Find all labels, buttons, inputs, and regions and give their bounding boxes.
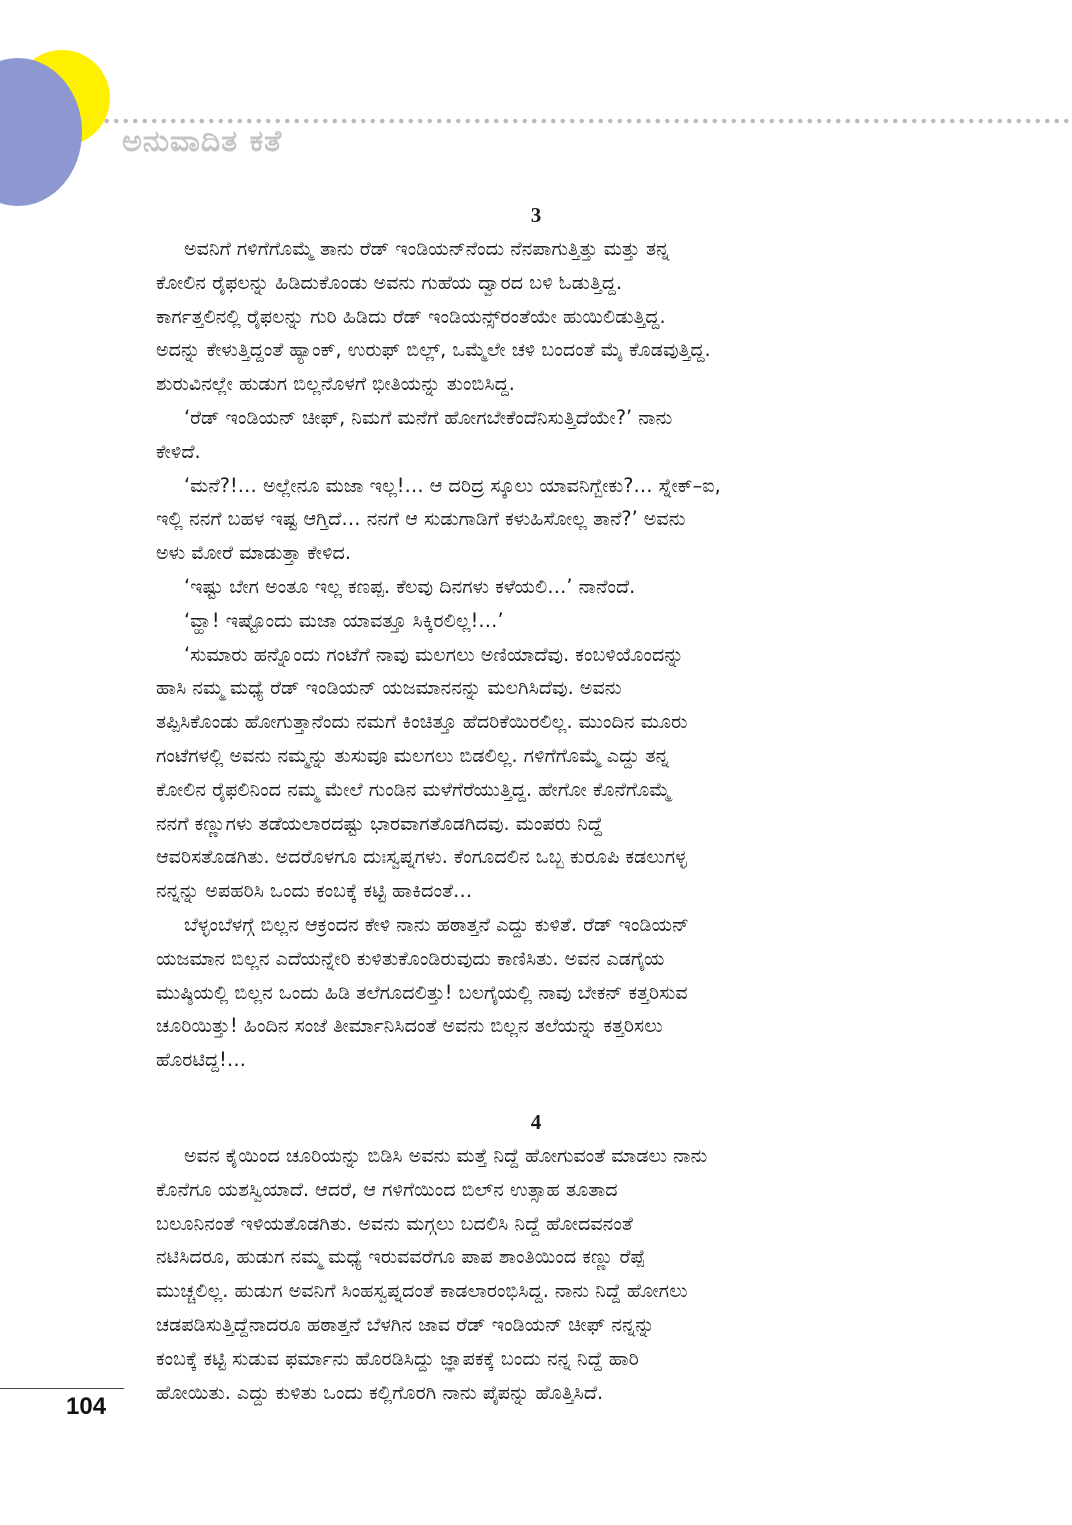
page-number: 104 <box>66 1393 107 1420</box>
paragraph: ಅವನಿಗೆ ಗಳಿಗೆಗೊಮ್ಮೆ ತಾನು ರೆಡ್ ಇಂಡಿಯನ್‌ನೆಂದು ನೆನಪಾಗುತ್ತಿತ್ತು ಮತ್ತು ತನ್ನ ಕೋಲಿನ ರೈಫಲನ್ನು ಹಿಡಿದುಕೊಂಡು ಅವನು ಗುಹೆಯ ದ್ವಾರದ ಬಳಿ ಓಡುತ್ತಿದ್ದ. ಕಾರ್ಗತ್ತಲಿನಲ್ಲಿ ರೈಫಲನ್ನು ಗುರಿ ಹಿಡಿದು ರೆಡ್ ಇಂಡಿಯನ್ಸ್‌ರಂತೆಯೇ ಹುಯಿಲಿಡುತ್ತಿದ್ದ. ಅದನ್ನು ಕೇಳುತ್ತಿದ್ದಂತೆ ಹ್ಯಾಂಕ್, ಉರುಫ್ ಬಿಲ್ಲ್, ಒಮ್ಮೆಲೇ ಚಳಿ ಬಂದಂತೆ ಮೈ ಕೊಡವುತ್ತಿದ್ದ. ಶುರುವಿನಲ್ಲೇ ಹುಡುಗ ಬಿಲ್ಲನೊಳಗೆ ಭೀತಿಯನ್ನು ತುಂಬಿಸಿದ್ದ. <box>156 237 711 396</box>
page-number-rule <box>0 1388 124 1389</box>
paragraph: ‘ವ್ಹಾ! ಇಷ್ಟೊಂದು ಮಜಾ ಯಾವತ್ತೂ ಸಿಕ್ಕಿರಲಿಲ್ಲ!…’ <box>184 608 504 632</box>
paragraph: ‘ರೆಡ್ ಇಂಡಿಯನ್ ಚೀಫ್, ನಿಮಗೆ ಮನೆಗೆ ಹೋಗಬೇಕೆಂದೆನಿಸುತ್ತಿದೆಯೇ?’ ನಾನು ಕೇಳಿದೆ. <box>156 405 673 463</box>
article-body <box>156 200 916 1409</box>
paragraph: ಅವನ ಕೈಯಿಂದ ಚೂರಿಯನ್ನು ಬಿಡಿಸಿ ಅವನು ಮತ್ತೆ ನಿದ್ದೆ ಹೋಗುವಂತೆ ಮಾಡಲು ನಾನು ಕೊನೆಗೂ ಯಶಸ್ವಿಯಾದೆ. ಆದರೆ, ಆ ಗಳಿಗೆಯಿಂದ ಬಿಲ್‌ನ ಉತ್ಸಾಹ ತೂತಾದ ಬಲೂನಿನಂತೆ ಇಳಿಯತೊಡಗಿತು. ಅವನು ಮಗ್ಗಲು ಬದಲಿಸಿ ನಿದ್ದೆ ಹೋದವನಂತೆ ನಟಿಸಿದರೂ, ಹುಡುಗ ನಮ್ಮ ಮಧ್ಯೆ ಇರುವವರೆಗೂ ಪಾಪ ಶಾಂತಿಯಿಂದ ಕಣ್ಣು ರೆಪ್ಪೆ ಮುಚ್ಚಲಿಲ್ಲ. ಹುಡುಗ ಅವನಿಗೆ ಸಿಂಹಸ್ವಪ್ನದಂತೆ ಕಾಡಲಾರಂಭಿಸಿದ್ದ. ನಾನು ನಿದ್ದೆ ಹೋಗಲು ಚಡಪಡಿಸುತ್ತಿದ್ದೆನಾದರೂ ಹಠಾತ್ತನೆ ಬೆಳಗಿನ ಜಾವ ರೆಡ್ ಇಂಡಿಯನ್ ಚೀಫ್ ನನ್ನನ್ನು ಕಂಬಕ್ಕೆ ಕಟ್ಟಿ ಸುಡುವ ಫರ್ಮಾನು ಹೊರಡಿಸಿದ್ದು ಜ್ಞಾಪಕಕ್ಕೆ ಬಂದು ನನ್ನ ನಿದ್ದೆ ಹಾರಿ ಹೋಯಿತು. ಎದ್ದು ಕುಳಿತು ಒಂದು ಕಲ್ಲಿಗೊರಗಿ ನಾನು ಪೈಪನ್ನು ಹೊತ್ತಿಸಿದೆ. <box>156 1143 708 1404</box>
section-title: ಅನುವಾದಿತ ಕತೆ <box>122 124 283 159</box>
section-number: 4 <box>530 1109 542 1134</box>
decorative-circles <box>0 0 130 220</box>
paragraph: ‘ಇಷ್ಟು ಬೇಗ ಅಂತೂ ಇಲ್ಲ ಕಣಪ್ಪ. ಕೆಲವು ದಿನಗಳು ಕಳೆಯಲಿ…’ ನಾನೆಂದೆ. <box>184 574 636 598</box>
section-number: 3 <box>530 203 542 227</box>
paragraph: ‘ಸುಮಾರು ಹನ್ನೊಂದು ಗಂಟೆಗೆ ನಾವು ಮಲಗಲು ಅಣಿಯಾದೆವು. ಕಂಬಳಿಯೊಂದನ್ನು ಹಾಸಿ ನಮ್ಮ ಮಧ್ಯೆ ರೆಡ್ ಇಂಡಿಯನ್ ಯಜಮಾನನನ್ನು ಮಲಗಿಸಿದೆವು. ಅವನು ತಪ್ಪಿಸಿಕೊಂಡು ಹೋಗುತ್ತಾನೆಂದು ನಮಗೆ ಕಿಂಚಿತ್ತೂ ಹೆದರಿಕೆಯಿರಲಿಲ್ಲ. ಮುಂದಿನ ಮೂರು ಗಂಟೆಗಳಲ್ಲಿ ಅವನು ನಮ್ಮನ್ನು ತುಸುವೂ ಮಲಗಲು ಬಿಡಲಿಲ್ಲ. ಗಳಿಗೆಗೊಮ್ಮೆ ಎದ್ದು ತನ್ನ ಕೋಲಿನ ರೈಫಲಿನಿಂದ ನಮ್ಮ ಮೇಲೆ ಗುಂಡಿನ ಮಳೆಗೆರೆಯುತ್ತಿದ್ದ. ಹೇಗೋ ಕೊನೆಗೊಮ್ಮೆ ನನಗೆ ಕಣ್ಣುಗಳು ತಡೆಯಲಾರದಷ್ಟು ಭಾರವಾಗತೊಡಗಿದವು. ಮಂಪರು ನಿದ್ದೆ ಆವರಿಸತೊಡಗಿತು. ಅದರೊಳಗೂ ದುಃಸ್ವಪ್ನಗಳು. ಕೆಂಗೂದಲಿನ ಒಬ್ಬ ಕುರೂಪಿ ಕಡಲುಗಳ್ಳ ನನ್ನನ್ನು ಅಪಹರಿಸಿ ಒಂದು ಕಂಬಕ್ಕೆ ಕಟ್ಟಿ ಹಾಕಿದಂತೆ… <box>156 642 688 903</box>
paragraph: ‘ಮನೆ?!… ಅಲ್ಲೇನೂ ಮಜಾ ಇಲ್ಲ!… ಆ ದರಿದ್ರ ಸ್ಕೂಲು ಯಾವನಿಗ್ಬೇಕು?… ಸ್ನೇಕ್–ಐ, ಇಲ್ಲಿ ನನಗೆ ಬಹಳ ಇಷ್ಟ ಆಗ್ತಿದೆ… ನನಗೆ ಆ ಸುಡುಗಾಡಿಗೆ ಕಳುಹಿಸೋಲ್ಲ ತಾನೆ?’ ಅವನು ಅಳು ಮೋರೆ ಮಾಡುತ್ತಾ ಕೇಳಿದ. <box>156 473 721 565</box>
paragraph: ಬೆಳ್ಳಂಬೆಳಗ್ಗೆ ಬಿಲ್ಲನ ಆಕ್ರಂದನ ಕೇಳಿ ನಾನು ಹಠಾತ್ತನೆ ಎದ್ದು ಕುಳಿತೆ. ರೆಡ್ ಇಂಡಿಯನ್ ಯಜಮಾನ ಬಿಲ್ಲನ ಎದೆಯನ್ನೇರಿ ಕುಳಿತುಕೊಂಡಿರುವುದು ಕಾಣಿಸಿತು. ಅವನ ಎಡಗೈಯ ಮುಷ್ಠಿಯಲ್ಲಿ ಬಿಲ್ಲನ ಒಂದು ಹಿಡಿ ತಲೆಗೂದಲಿತ್ತು! ಬಲಗೈಯಲ್ಲಿ ನಾವು ಬೇಕನ್ ಕತ್ತರಿಸುವ ಚೂರಿಯಿತ್ತು! ಹಿಂದಿನ ಸಂಜೆ ತೀರ್ಮಾನಿಸಿದಂತೆ ಅವನು ಬಿಲ್ಲನ ತಲೆಯನ್ನು ಕತ್ತರಿಸಲು ಹೊರಟಿದ್ದ!… <box>156 912 690 1072</box>
